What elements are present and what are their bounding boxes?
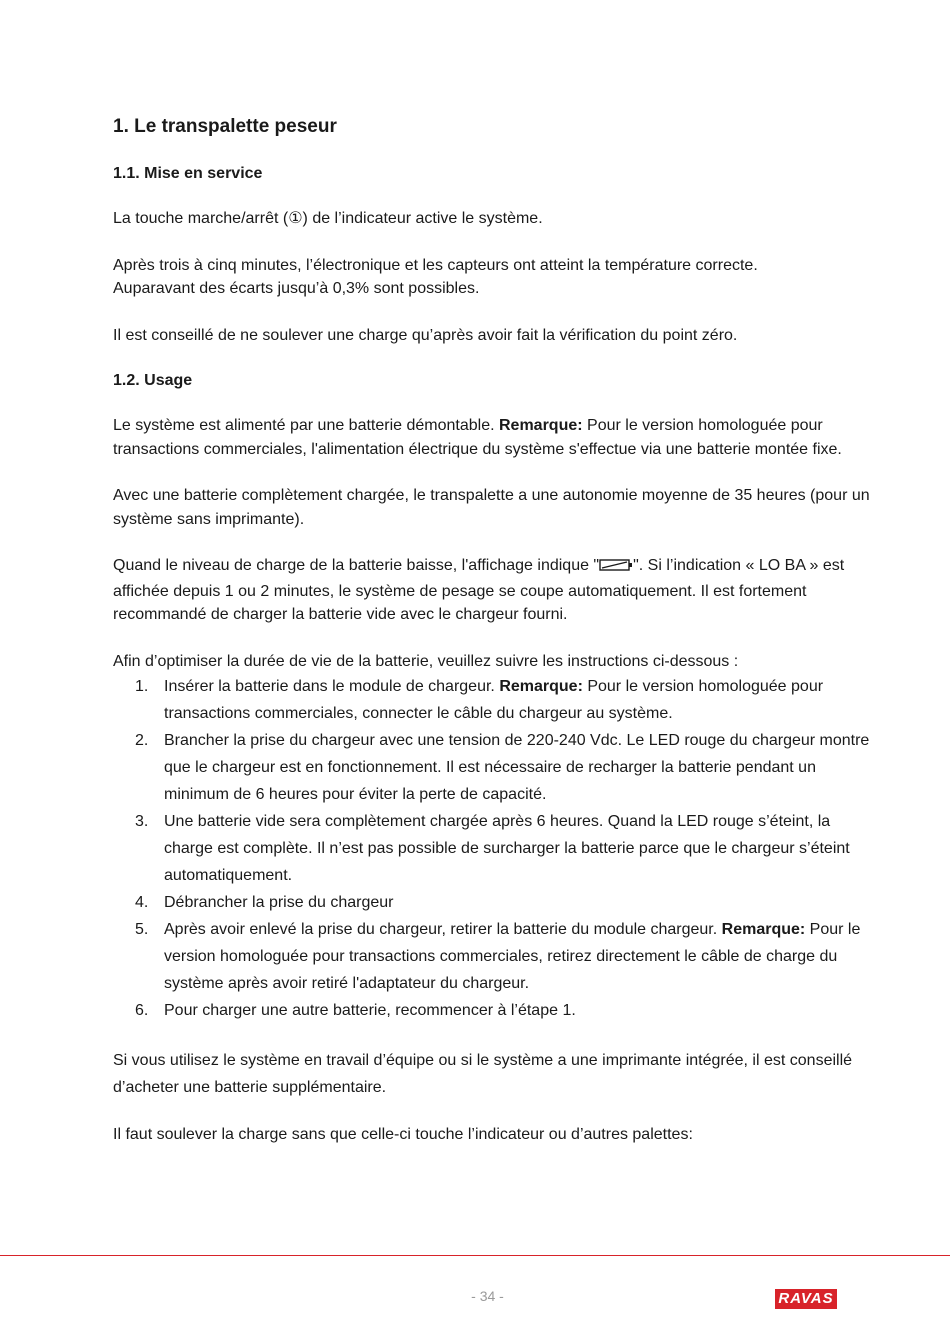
ravas-logo <box>775 1289 837 1309</box>
warmup-line-2: Auparavant des écarts jusqu’à 0,3% sont possibles. <box>113 280 480 297</box>
paragraph-low-battery <box>113 554 873 627</box>
document-body <box>113 114 873 1147</box>
list-item-remark: Pour le version homologuée pour transactions commerciales, connecter le câble du chargeur au système. <box>164 678 824 722</box>
list-item-text: Brancher la prise du chargeur avec une tension de 220-240 Vdc. Le LED rouge du chargeur montre que le chargeur est en fonctionnement. Il est nécessaire de recharger la batterie pendant un minimum de 6 heures pour éviter la perte de capacité. <box>164 732 870 803</box>
list-item-text: Après avoir enlevé la prise du chargeur, retirer la batterie du module chargeur. <box>164 921 722 938</box>
section-title: 1. Le transpalette peseur <box>113 116 337 137</box>
list-item <box>113 889 873 916</box>
list-item-text: Débrancher la prise du chargeur <box>164 894 394 911</box>
paragraph-battery-supply <box>113 414 873 461</box>
logo-text: RAVAS <box>778 1290 834 1307</box>
paragraph-lift-load: Il faut soulever la charge sans que celle-ci touche l’indicateur ou d’autres palettes: <box>113 1126 693 1143</box>
low-battery-text-end: ". Si l’indication « LO BA » est affichée depuis 1 ou 2 minutes, le système de pesage se coupe automatiquement. Il est fortement recommandé de charger la batterie vide avec le chargeur fourni. <box>113 557 845 623</box>
remark-label: Remarque: <box>499 678 583 695</box>
list-item-number: 4. <box>135 894 149 911</box>
footer-divider <box>0 1255 950 1256</box>
low-battery-icon <box>599 556 633 580</box>
paragraph-zero-check: Il est conseillé de ne soulever une charge qu’après avoir fait la vérification du point zéro. <box>113 326 738 344</box>
paragraph-instructions-intro: Afin d’optimiser la durée de vie de la batterie, veuillez suivre les instructions ci-dessous : <box>113 652 739 670</box>
list-item-number: 2. <box>135 732 149 749</box>
warmup-line-1: Après trois à cinq minutes, l’électronique et les capteurs ont atteint la température correcte. <box>113 256 758 274</box>
list-item <box>113 916 873 997</box>
list-item-remark: Pour le version homologuée pour transactions commerciales, retirez directement le câble de charge du système après avoir retiré l'adaptateur du chargeur. <box>164 921 861 992</box>
battery-supply-text: Le système est alimenté par une batterie démontable. <box>113 417 499 434</box>
list-item <box>113 808 873 889</box>
list-item-text: Une batterie vide sera complètement chargée après 6 heures. Quand la LED rouge s’éteint, la charge est complète. Il n’est pas possible de surcharger la batterie parce que le chargeur s’éteint automatiquement. <box>164 813 850 884</box>
list-item-number: 1. <box>135 678 149 695</box>
paragraph-autonomy: Avec une batterie complètement chargée, le transpalette a une autonomie moyenne de 35 heures (pour un système sans imprimante). <box>113 487 870 528</box>
list-item-text: Pour charger une autre batterie, recommencer à l’étape 1. <box>164 1002 576 1019</box>
paragraph-extra-battery: Si vous utilisez le système en travail d’équipe ou si le système a une imprimante intégrée, il est conseillé d’acheter une batterie supplémentaire. <box>113 1052 853 1096</box>
low-battery-text-start: Quand le niveau de charge de la batterie baisse, l'affichage indique " <box>113 557 600 574</box>
list-item-number: 5. <box>135 921 149 938</box>
list-item-text: Insérer la batterie dans le module de chargeur. <box>164 678 500 695</box>
list-item <box>113 727 873 808</box>
charging-steps-list <box>113 673 873 1024</box>
heading-mise-en-service: 1.1. Mise en service <box>113 165 263 182</box>
remark-label: Remarque: <box>721 921 806 938</box>
paragraph-on-off: La touche marche/arrêt (①) de l’indicateur active le système. <box>113 210 543 227</box>
battery-supply-remark: Pour le version homologuée pour transactions commerciales, l'alimentation électrique du système s'effectue via une batterie montée fixe. <box>113 417 842 458</box>
list-item <box>113 997 873 1024</box>
remark-label: Remarque: <box>499 417 583 434</box>
heading-usage: 1.2. Usage <box>113 372 193 389</box>
list-item-number: 3. <box>135 813 149 830</box>
list-item-number: 6. <box>135 1002 149 1019</box>
page-number: - 34 - <box>471 1288 504 1304</box>
paragraph-warmup <box>113 254 873 301</box>
list-item <box>113 673 873 727</box>
